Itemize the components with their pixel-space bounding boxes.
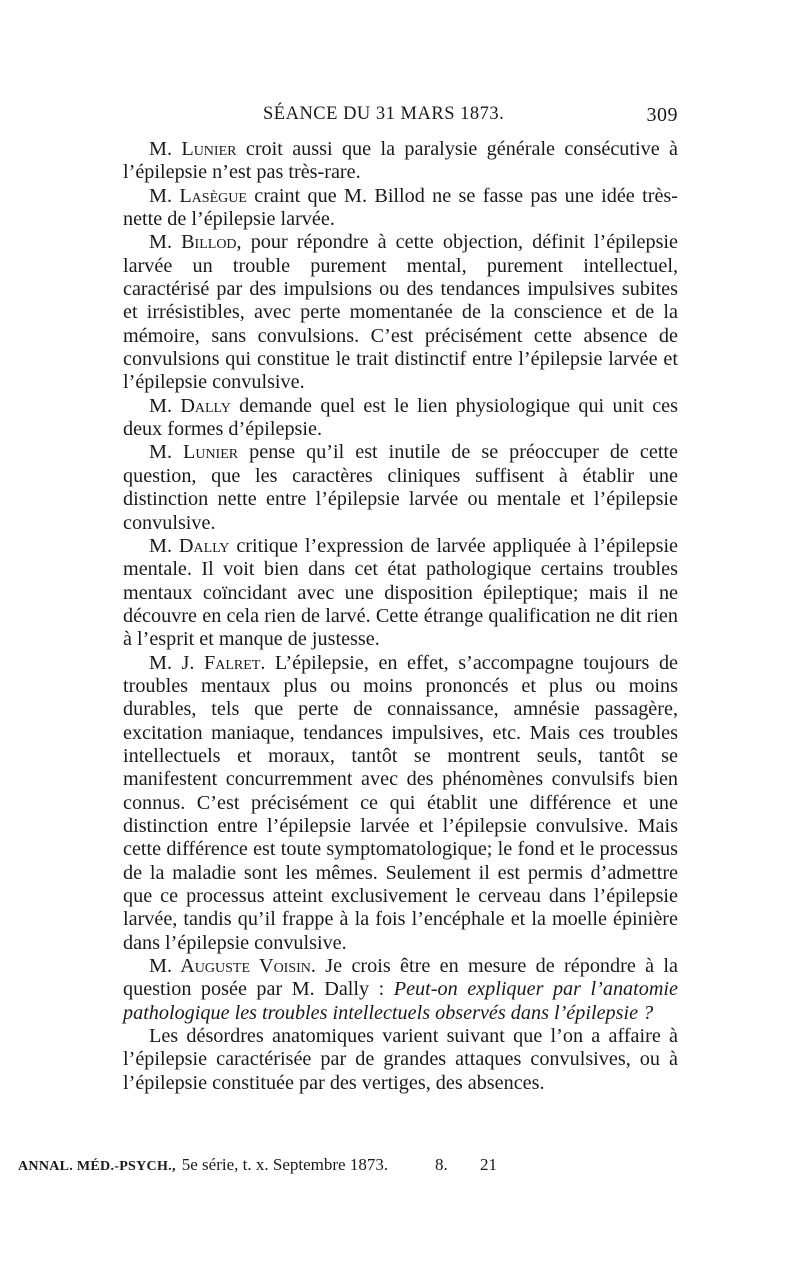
paragraph [123,535,678,652]
paragraph [123,1025,678,1095]
paragraph [123,395,678,442]
body-text [123,138,678,1095]
speaker-name: M. Billod [149,231,237,254]
paragraph-text: Les désordres anatomiques varient suivant que l’on a affaire à l’épilepsie caractérisée par de grandes attaques convulsives, ou à l’épilepsie constituée par des vertiges, des absences. [123,1025,678,1094]
paragraph-text: . L’épilepsie, en effet, s’accompagne toujours de troubles mentaux plus ou moins prononcés et plus ou moins durables, tels que perte de connaissance, amnésie passagère, excitation maniaque, tendances impulsives, etc. Mais ces troubles intellectuels et moraux, tantôt se montrent seuls, tantôt se manifestent concurremment avec des phénomènes convulsifs bien connus. C’est précisément ce qui établit une différence et une distinction entre l’épilepsie larvée et l’épilepsie convulsive. Mais cette différence est toute symptomatologique; le fond et le processus de la maladie sont les mêmes. Seulement il est permis d’admettre que ce processus atteint exclusivement le cerveau dans l’épilepsie larvée, tandis qu’il frappe à la fois l’encéphale et la moelle épinière dans l’épilepsie convulsive. [123,651,679,954]
page-number: 309 [646,104,678,126]
paragraph-text: pense qu’il est inutile de se préoccuper de cette question, que les caractères cliniques suffisent à établir une distinction nette entre l’épilepsie larvée ou mentale et l’épilepsie convulsive. [123,441,678,534]
speaker-name: M. Dally [149,534,230,557]
document-page [123,104,678,1095]
paragraph-text: . Je crois être en mesure de répondre à la question posée par M. Dally : [123,955,678,1001]
paragraph [123,231,678,394]
paragraph [123,652,678,955]
speaker-name: M. Dally [149,394,231,417]
paragraph-text: critique l’expression de larvée appliquée à l’épilepsie mentale. Il voit bien dans cet état pathologique certains troubles mentaux coïncidant avec une disposition épileptique; mais il ne découvre en cela rien de larvé. Cette étrange qualification ne dit rien à l’esprit et manque de justesse. [123,534,679,651]
paragraph [123,441,678,534]
paragraph-text: croit aussi que la paralysie générale consécutive à l’épilepsie n’est pas très-rare. [123,138,679,184]
speaker-name: M. J. Falret [149,651,261,674]
signature-number: 21 [480,1155,497,1174]
speaker-name: M. Lunier [149,441,239,464]
paragraph-text: craint que M. Billod ne se fasse pas une idée très-nette de l’épilepsie larvée. [123,184,678,231]
italic-question: Peut-on expliquer par l’anatomie pathologique les troubles intellectuels observés dans l’épilepsie ? [123,978,678,1024]
speaker-name: M. Lunier [149,138,237,160]
page-footer [18,1155,538,1175]
speaker-name: M. Lasègue [149,184,247,207]
paragraph-text: demande quel est le lien physiologique qui unit ces deux formes d’épilepsie. [123,394,678,441]
paragraph [123,185,678,232]
page-header [123,104,678,138]
sheet-mark: 8. [435,1155,448,1174]
running-title: SÉANCE DU 31 MARS 1873. [263,104,505,124]
paragraph [123,955,678,1025]
paragraph-text: , pour répondre à cette objection, définit l’épilepsie larvée un trouble purement mental, purement intellectuel, caractérisé par des impulsions ou des tendances impulsives subites et irrésistibles, avec perte momentanée de la conscience et de la mémoire, sans convulsions. C’est précisément cette absence de convulsions qui constitue le trait distinctif entre l’épilepsie larvée et l’épilepsie convulsive. [123,231,678,394]
footer-date: 5e série, t. x. Septembre 1873. [181,1155,389,1174]
signature-mark: ANNAL. MÉD.-PSYCH., [18,1159,176,1174]
speaker-name: M. Auguste Voisin [149,955,311,978]
paragraph [123,138,678,185]
